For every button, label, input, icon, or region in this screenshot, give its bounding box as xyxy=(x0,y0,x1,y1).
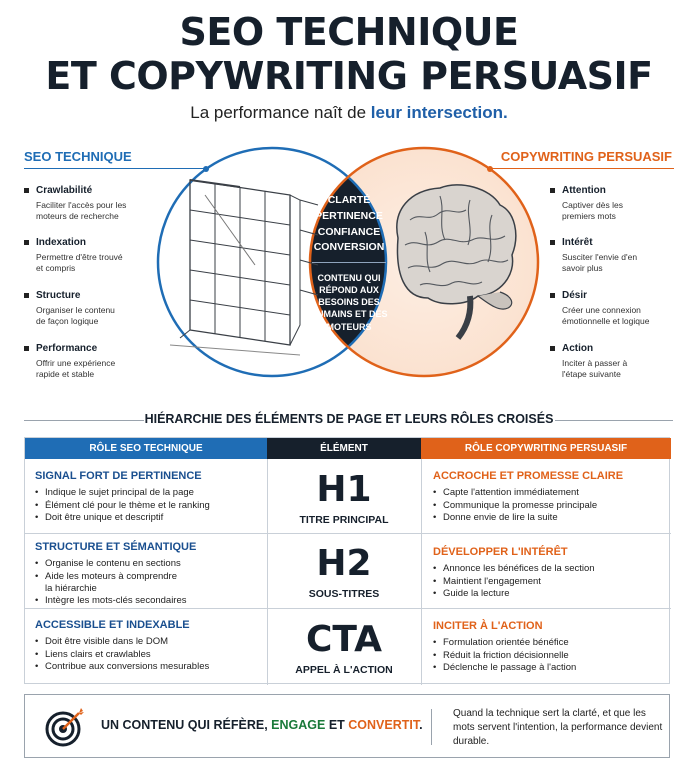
subtitle-highlight: leur intersection. xyxy=(370,103,508,122)
table-row-h1-seo xyxy=(35,469,263,524)
list-item: • Communique la promesse principale xyxy=(433,500,669,512)
keyword-clarte: CLARTÉ xyxy=(327,194,371,206)
roles-table xyxy=(24,437,670,684)
subtitle-prefix: La performance naît de xyxy=(190,103,371,122)
table-section-title: HIÉRARCHIE DES ÉLÉMENTS DE PAGE ET LEURS RÔLES CROISÉS xyxy=(144,412,554,426)
seo-item-structure xyxy=(36,289,186,327)
copy-item-bullet xyxy=(550,188,555,193)
target-icon xyxy=(45,707,85,747)
cell-title: ACCROCHE ET PROMESSE CLAIRE xyxy=(433,470,624,482)
copy-item-desir xyxy=(562,289,682,327)
copy-item-title: Désir xyxy=(562,290,588,301)
copy-item-title: Intérêt xyxy=(562,237,593,248)
footer-headline-part: ET xyxy=(325,718,349,732)
list-item: • Contribue aux conversions mesurables xyxy=(35,661,263,673)
seo-item-bullet xyxy=(24,188,29,193)
intersection-divider xyxy=(312,262,386,263)
copy-item-interet xyxy=(562,236,682,274)
section-rule-right xyxy=(555,420,673,421)
cell-title: STRUCTURE ET SÉMANTIQUE xyxy=(35,541,197,553)
cell-title: ACCESSIBLE ET INDEXABLE xyxy=(35,619,190,631)
footer-banner xyxy=(24,694,670,758)
element-label: TITRE PRINCIPAL xyxy=(299,514,389,526)
seo-item-title: Indexation xyxy=(36,237,87,248)
keyword-pertinence: PERTINENCE xyxy=(315,209,383,222)
list-item: • Réduit la friction décisionnelle xyxy=(433,650,669,662)
page-title-line-2: ET COPYWRITING PERSUASIF xyxy=(45,54,653,98)
seo-item-performance xyxy=(36,342,186,380)
copy-item-bullet xyxy=(550,240,555,245)
list-item: • Guide la lecture xyxy=(433,588,669,600)
element-code: H1 xyxy=(316,469,372,510)
element-label: SOUS-TITRES xyxy=(308,588,380,600)
seo-item-desc: Faciliter l'accès pour les moteurs de recherche xyxy=(36,199,127,221)
seo-item-title: Crawlabilité xyxy=(36,185,93,196)
list-item: • Annonce les bénéfices de la section xyxy=(433,563,669,575)
intersection-keywords xyxy=(294,193,404,256)
table-row-divider xyxy=(25,608,671,609)
seo-item-bullet xyxy=(24,293,29,298)
keyword-conversion: CONVERSION xyxy=(313,241,385,254)
copy-item-title: Attention xyxy=(562,185,606,196)
footer-headline-engage: ENGAGE xyxy=(271,718,326,732)
table-row-h2-copy xyxy=(433,545,669,600)
list-item: • Indique le sujet principal de la page xyxy=(35,487,263,499)
page-subtitle xyxy=(0,103,698,123)
table-row-h2-seo xyxy=(35,540,263,608)
list-item: • Intègre les mots-clés secondaires xyxy=(35,595,263,607)
list-item: • Doit être unique et descriptif xyxy=(35,512,263,524)
table-header-seo: RÔLE SEO TECHNIQUE xyxy=(25,438,267,459)
copy-item-desc: Susciter l'envie d'en savoir plus xyxy=(562,251,638,273)
list-item: • Formulation orientée bénéfice xyxy=(433,637,669,649)
copy-item-attention xyxy=(562,184,682,222)
seo-column-heading: SEO TECHNIQUE xyxy=(24,149,132,164)
page-title-line-1: SEO TECHNIQUE xyxy=(179,10,519,54)
table-row-divider xyxy=(25,533,671,534)
cell-title: DÉVELOPPER L'INTÉRÊT xyxy=(433,546,568,558)
seo-item-bullet xyxy=(24,240,29,245)
footer-headline-convertit: CONVERTIT xyxy=(348,718,420,732)
list-item: • Doit être visible dans le DOM xyxy=(35,636,263,648)
cell-title: INCITER À L'ACTION xyxy=(433,620,543,632)
seo-item-desc: Permettre d'être trouvé et compris xyxy=(36,251,123,273)
table-row-cta-seo xyxy=(35,618,263,673)
seo-item-title: Performance xyxy=(36,343,98,354)
footer-headline-part: . xyxy=(419,718,423,732)
copy-item-desc: Créer une connexion émotionnelle et logique xyxy=(562,304,650,326)
copy-item-bullet xyxy=(550,293,555,298)
table-header-element: ÉLÉMENT xyxy=(267,438,421,459)
list-item: • Élément clé pour le thème et le ranking xyxy=(35,500,263,512)
cell-title: SIGNAL FORT DE PERTINENCE xyxy=(35,470,202,482)
copywriting-column-heading: COPYWRITING PERSUASIF xyxy=(500,149,672,164)
footer-headline-part: UN CONTENU QUI RÉFÈRE, xyxy=(101,718,272,732)
list-item: • Déclenche le passage à l'action xyxy=(433,662,669,674)
footer-headline xyxy=(101,718,423,732)
seo-heading-rule xyxy=(24,168,206,169)
seo-item-bullet xyxy=(24,346,29,351)
element-label: APPEL À L'ACTION xyxy=(295,664,393,676)
table-row-h1-copy xyxy=(433,469,669,524)
footer-quote: Quand la technique sert la clarté, et que les mots servent l'intention, la performance devient durable. xyxy=(453,708,663,747)
table-row-cta-copy xyxy=(433,619,669,674)
list-item: • Liens clairs et crawlables xyxy=(35,649,263,661)
seo-connector-dot xyxy=(203,166,209,172)
table-header-copywriting: RÔLE COPYWRITING PERSUASIF xyxy=(421,438,671,459)
element-h2 xyxy=(267,543,421,600)
keyword-confiance: CONFIANCE xyxy=(317,225,381,238)
seo-item-desc: Organiser le contenu de façon logique xyxy=(36,304,115,326)
copy-connector-dot xyxy=(487,166,493,172)
list-item: • Maintient l'engagement xyxy=(433,576,669,588)
seo-item-crawlabilite xyxy=(36,184,186,222)
copy-item-title: Action xyxy=(562,343,594,354)
list-item: • Capte l'attention immédiatement xyxy=(433,487,669,499)
element-code: CTA xyxy=(305,619,383,660)
list-item: • Donne envie de lire la suite xyxy=(433,512,669,524)
intersection-description: CONTENU QUI RÉPOND AUX BESOINS DES HUMAINS ET DES MOTEURS xyxy=(310,273,388,332)
copywriting-heading-rule xyxy=(490,168,674,169)
copy-item-desc: Inciter à passer à l'étape suivante xyxy=(562,357,628,379)
copy-item-action xyxy=(562,342,682,380)
element-code: H2 xyxy=(316,543,372,584)
seo-item-desc: Offrir une expérience rapide et stable xyxy=(36,357,116,379)
element-cta xyxy=(267,619,421,676)
seo-item-title: Structure xyxy=(36,290,81,301)
footer-divider xyxy=(431,709,432,745)
table-divider xyxy=(421,459,422,685)
list-item: • Aide les moteurs à comprendre la hiérarchie xyxy=(35,571,185,596)
copy-item-bullet xyxy=(550,346,555,351)
copy-item-desc: Captiver dès les premiers mots xyxy=(562,199,623,221)
element-h1 xyxy=(267,469,421,526)
seo-item-indexation xyxy=(36,236,186,274)
list-item: • Organise le contenu en sections xyxy=(35,558,263,570)
